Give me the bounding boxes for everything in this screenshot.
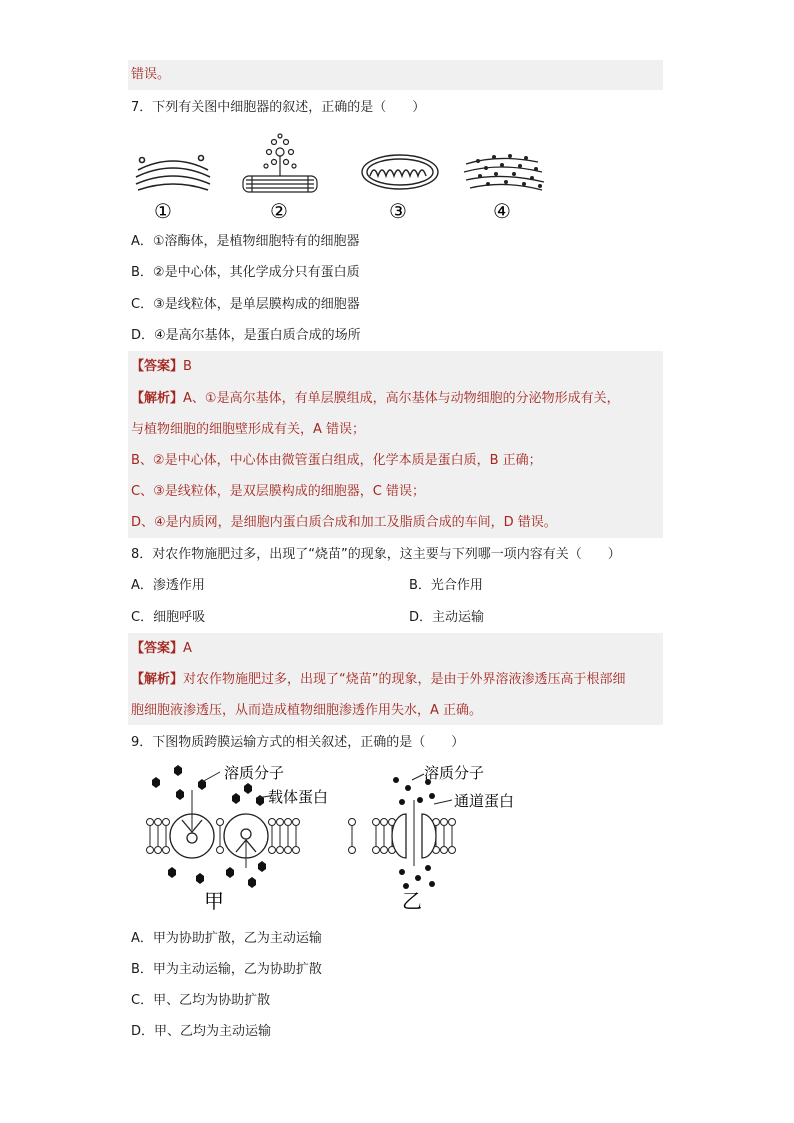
carrier-protein-1 [170,790,214,858]
q8-analysis-line-1 [131,670,626,690]
endoplasmic-reticulum-figure [464,154,544,190]
q7-option-d: D．④是高尔基体，是蛋白质合成的场所 [131,328,361,343]
q7-label-1: ① [154,199,172,223]
q8-option-d: D．主动运输 [409,610,485,625]
channel-protein [392,800,436,866]
q9-transport-figure [140,760,540,920]
q7-option-c: C．③是线粒体，是单层膜构成的细胞器 [131,297,360,312]
q8-analysis-text-1: 对农作物施肥过多，出现了“烧苗”的现象，是由于外界溶液渗透压高于根部细 [183,672,626,687]
q9-option-c: C．甲、乙均为协助扩散 [131,993,271,1008]
q9-option-a: A．甲为协助扩散，乙为主动运输 [131,931,322,946]
q7-analysis-line-1 [131,389,620,409]
q9-carrier-label: 载体蛋白 [268,788,329,806]
q8-option-b: B．光合作用 [409,578,483,593]
q9-channel-label: 通道蛋白 [454,792,515,810]
q7-organelle-figure [128,128,568,223]
q7-answer [131,357,192,377]
q8-answer-tag: 【答案】 [131,641,184,656]
q7-analysis-text-1: A、①是高尔基体，有单层膜组成，高尔基体与动物细胞的分泌物形成有关， [183,391,620,406]
centrosome-figure [243,134,317,192]
q7-option-b: B．②是中心体，其化学成分只有蛋白质 [131,265,360,280]
q9-label-yi: 乙 [402,889,422,913]
q8-analysis-line-2: 胞细胞液渗透压，从而造成植物细胞渗透作用失水，A 正确。 [131,703,483,718]
solute-pointer-left [202,772,220,782]
q8-option-a: A．渗透作用 [131,578,205,593]
channel-pointer [434,800,452,804]
q9-option-b: B．甲为主动运输，乙为协助扩散 [131,962,322,977]
q7-label-3: ③ [389,199,407,223]
q7-analysis-tag: 【解析】 [131,391,184,406]
q7-label-2: ② [270,199,288,223]
q9-label-jia: 甲 [204,889,224,913]
q7-stem: 7．下列有关图中细胞器的叙述，正确的是（ ） [131,100,426,115]
q7-analysis-line-2: 与植物细胞的细胞壁形成有关，A 错误； [131,422,366,437]
golgi-apparatus-figure [136,156,210,191]
q8-answer [131,639,192,659]
solute-pointer-right [412,774,424,780]
mitochondrion-figure [362,155,438,189]
q8-stem: 8．对农作物施肥过多，出现了“烧苗”的现象，这主要与下列哪一项内容有关（ ） [131,547,621,562]
q9-stem: 9．下图物质跨膜运输方式的相关叙述，正确的是（ ） [131,735,465,750]
q7-option-a: A．①溶酶体，是植物细胞特有的细胞器 [131,234,360,249]
q7-label-4: ④ [493,199,511,223]
q7-answer-value: B [183,359,192,374]
q8-option-c: C．细胞呼吸 [131,610,206,625]
q7-analysis-line-3: B、②是中心体，中心体由微管蛋白组成，化学本质是蛋白质，B 正确； [131,453,542,468]
q8-analysis-tag: 【解析】 [131,672,184,687]
q9-solute-label-right: 溶质分子 [424,764,485,782]
q7-analysis-line-5: D、④是内质网，是细胞内蛋白质合成和加工及脂质合成的车间，D 错误。 [131,515,557,530]
q8-answer-value: A [183,641,192,656]
q7-answer-tag: 【答案】 [131,359,184,374]
q7-answer-shade [128,351,663,538]
top-answer-shade [128,60,663,90]
q9-solute-label-left: 溶质分子 [224,764,285,782]
q7-analysis-line-4: C、③是线粒体，是双层膜构成的细胞器，C 错误； [131,484,425,499]
top-block-text: 错误。 [131,67,171,82]
q9-option-d: D．甲、乙均为主动运输 [131,1024,272,1039]
carrier-protein-2 [224,814,268,868]
